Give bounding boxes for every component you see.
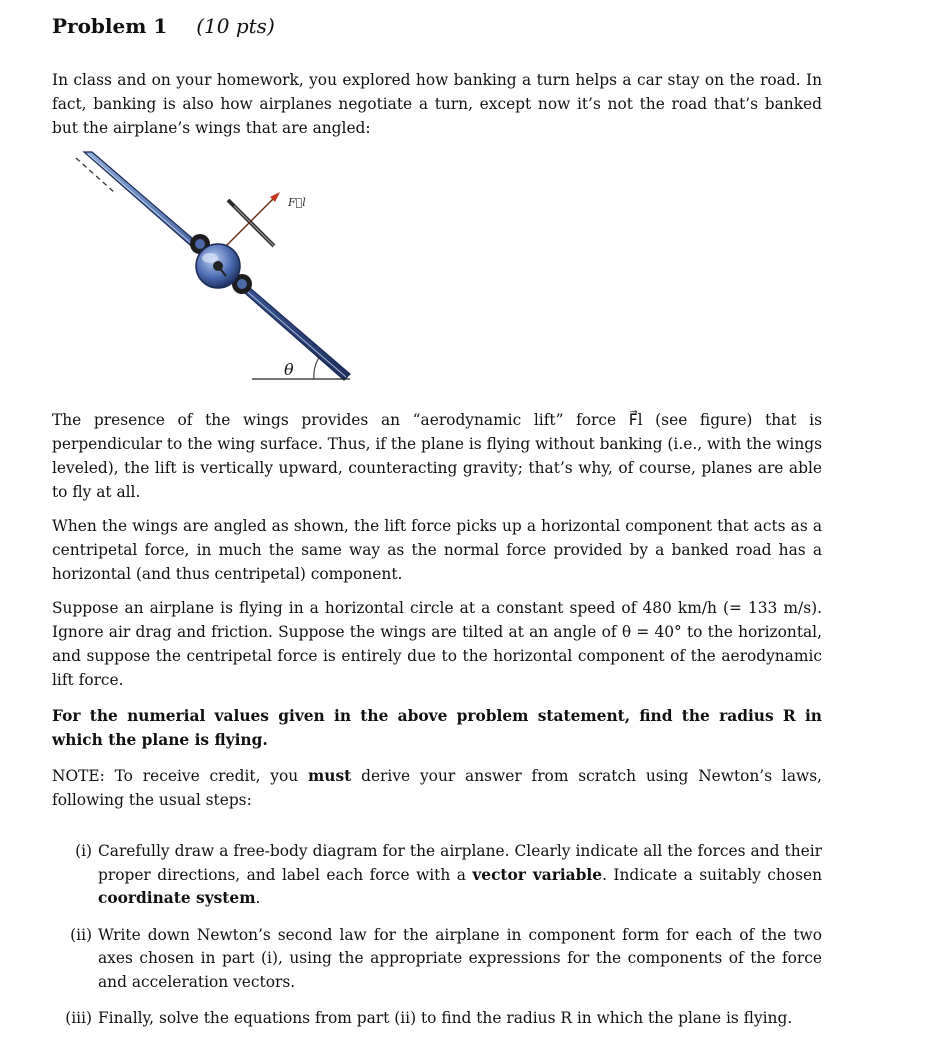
lift-force-arrow (220, 196, 276, 252)
step-number: (iii) (65, 1009, 92, 1027)
setup-paragraph: Suppose an airplane is flying in a horizontal circle at a constant speed of 480 km/h (= 133 m/s). Ignore air drag and friction. Suppose the wings are tilted at an angle of θ = 40° to the horizontal, and suppose the centripetal force is entirely due to the horizontal component of the aerodynamic lift force. (52, 599, 822, 689)
problem-title: Problem 1 (52, 14, 168, 38)
angle-label: θ (284, 360, 294, 379)
step-text: Carefully draw a free-body diagram for the airplane. Clearly indicate all the forces and their proper directions, and label each force with a vector variable. Indicate a suitably chosen coordinate system. (98, 842, 822, 907)
problem-points: (10 pts) (196, 14, 275, 38)
note-paragraph (52, 764, 822, 812)
step-text: Finally, solve the equations from part (ii) to find the radius R in which the plane is flying. (98, 1009, 793, 1027)
step-text: Write down Newton’s second law for the airplane in component form for each of the two axes chosen in part (i), using the appropriate expressions for the components of the force and acceleration vectors. (98, 925, 822, 991)
step-item (52, 1007, 822, 1031)
step-item (52, 924, 822, 995)
note-suffix: derive your answer from scratch using Newton’s laws, following the usual steps: (52, 767, 822, 809)
note-prefix: NOTE: To receive credit, you (52, 767, 309, 785)
steps-list (52, 840, 822, 1031)
note-emphasis: must (308, 767, 352, 785)
question-prompt: For the numerial values given in the above problem statement, find the radius R in which the plane is flying. (52, 707, 822, 749)
centripetal-paragraph: When the wings are angled as shown, the lift force picks up a horizontal component that acts as a centripetal force, in much the same way as the normal force provided by a banked road has a horizontal (and thus centripetal) component. (52, 517, 822, 583)
angle-arc (314, 356, 320, 379)
problem-heading (52, 10, 822, 42)
lift-paragraph: The presence of the wings provides an “aerodynamic lift” force F⃗l (see figure) that is perpendicular to the wing surface. Thus, if the plane is flying without banking (i.e., with the wings leveled), the lift is vertically upward, counteracting gravity; that’s why, of course, planes are able to fly at all. (52, 411, 822, 501)
step-number: (ii) (70, 925, 92, 944)
step-item (52, 840, 822, 911)
problem-page (52, 10, 822, 1044)
step-number: (i) (75, 842, 92, 860)
intro-paragraph: In class and on your homework, you explored how banking a turn helps a car stay on the road. In fact, banking is also how airplanes negotiate a turn, except now it’s not the road that’s banked but the airplane’s wings that are angled: (52, 71, 822, 137)
lift-force-label: F⃗l (288, 196, 306, 209)
banked-airplane-figure (52, 148, 372, 398)
wing-dashed-line (76, 158, 114, 192)
